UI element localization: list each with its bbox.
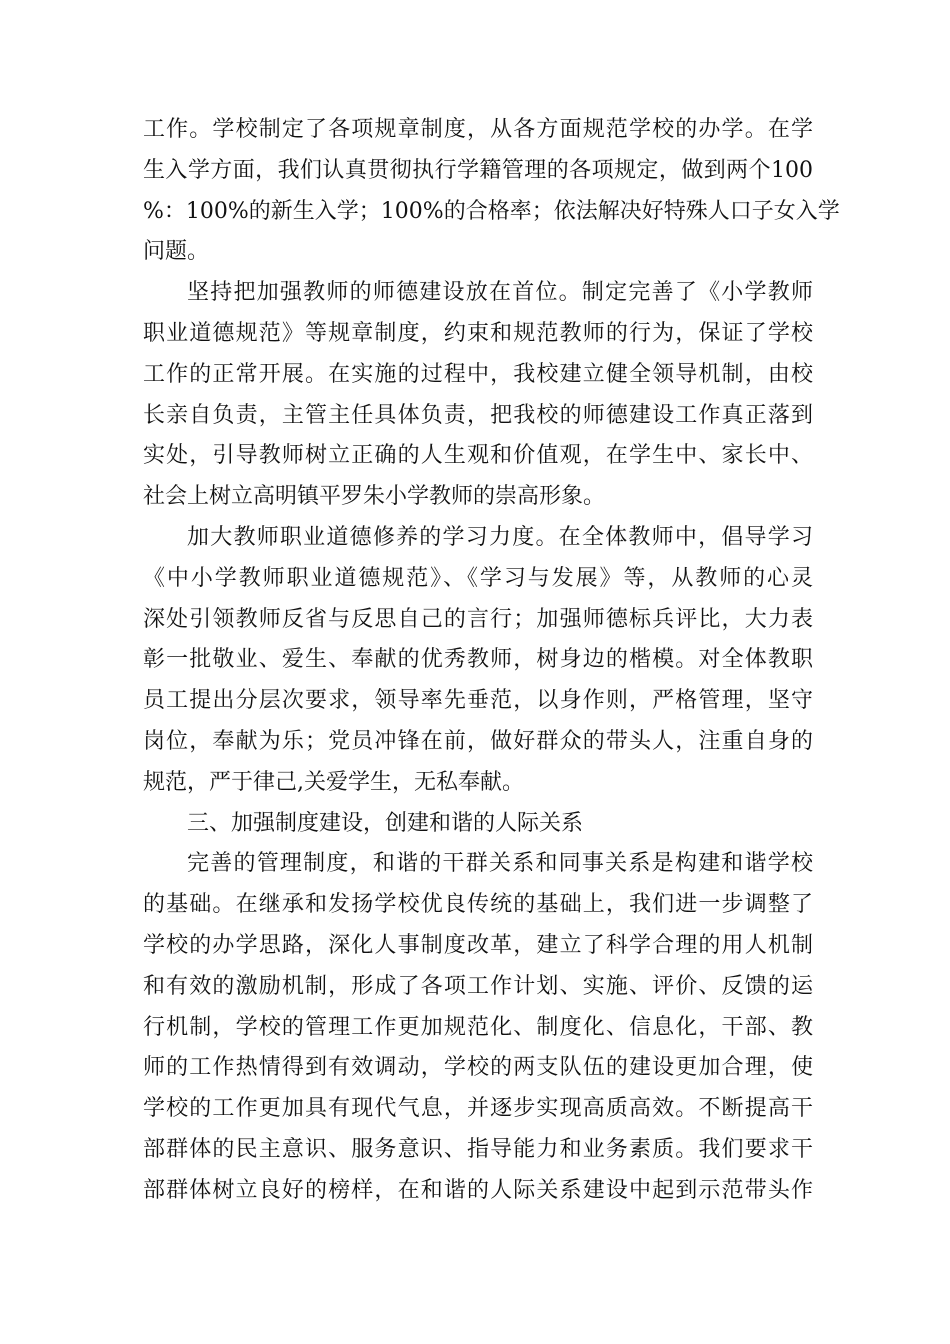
paragraph xyxy=(143,844,813,1211)
text-line: 《中小学教师职业道德规范》、《学习与发展》等，从教师的心灵 xyxy=(143,565,813,591)
text-line: 完善的管理制度，和谐的干群关系和同事关系是构建和谐学校 xyxy=(187,851,813,877)
text-line: 加大教师职业道德修养的学习力度。在全体教师中，倡导学习 xyxy=(187,524,813,550)
paragraph xyxy=(143,273,813,518)
text-line: 坚持把加强教师的师德建设放在首位。制定完善了《小学教师 xyxy=(187,280,813,306)
text-line: 学校的办学思路，深化人事制度改革，建立了科学合理的用人机制 xyxy=(143,932,813,958)
paragraph xyxy=(143,518,813,804)
text-line: 的基础。在继承和发扬学校优良传统的基础上，我们进一步调整了 xyxy=(143,892,813,918)
text-line: 部群体的民主意识、服务意识、指导能力和业务素质。我们要求干 xyxy=(143,1136,813,1162)
paragraph xyxy=(143,804,813,845)
text-line: 彰一批敬业、爱生、奉献的优秀教师，树身边的楷模。对全体教职 xyxy=(143,647,813,673)
text-line: 和有效的激励机制，形成了各项工作计划、实施、评价、反馈的运 xyxy=(143,973,813,999)
text-line: 社会上树立高明镇平罗朱小学教师的崇高形象。 xyxy=(143,484,606,510)
text-line: 工作的正常开展。在实施的过程中，我校建立健全领导机制，由校 xyxy=(143,361,813,387)
text-line: 工作。学校制定了各项规章制度，从各方面规范学校的办学。在学 xyxy=(143,117,813,142)
text-line: 实处，引导教师树立正确的人生观和价值观，在学生中、家长中、 xyxy=(143,443,813,469)
text-line: 生入学方面，我们认真贯彻执行学籍管理的各项规定，做到两个100 xyxy=(143,157,813,183)
text-line: 部群体树立良好的榜样，在和谐的人际关系建设中起到示范带头作 xyxy=(143,1177,813,1203)
document-body xyxy=(143,110,840,1212)
text-line: 员工提出分层次要求，领导率先垂范，以身作则，严格管理，坚守 xyxy=(143,688,813,714)
text-line: 职业道德规范》等规章制度，约束和规范教师的行为，保证了学校 xyxy=(143,320,813,346)
text-line: 问题。 xyxy=(143,239,210,265)
text-line: 行机制，学校的管理工作更加规范化、制度化、信息化，干部、教 xyxy=(143,1014,813,1040)
text-line: 岗位，奉献为乐；党员冲锋在前，做好群众的带头人，注重自身的 xyxy=(143,728,813,754)
text-line: 学校的工作更加具有现代气息，并逐步实现高质高效。不断提高干 xyxy=(143,1096,813,1122)
text-line: 深处引领教师反省与反思自己的言行；加强师德标兵评比，大力表 xyxy=(143,606,813,632)
text-line: 规范，严于律己,关爱学生，无私奉献。 xyxy=(143,769,524,795)
text-line: %：100%的新生入学；100%的合格率；依法解决好特殊人口子女入学 xyxy=(143,198,840,224)
text-line: 三、加强制度建设，创建和谐的人际关系 xyxy=(187,810,584,836)
text-line: 师的工作热情得到有效调动，学校的两支队伍的建设更加合理，使 xyxy=(143,1055,813,1081)
text-line: 长亲自负责，主管主任具体负责，把我校的师德建设工作真正落到 xyxy=(143,402,813,428)
paragraph xyxy=(143,110,840,273)
